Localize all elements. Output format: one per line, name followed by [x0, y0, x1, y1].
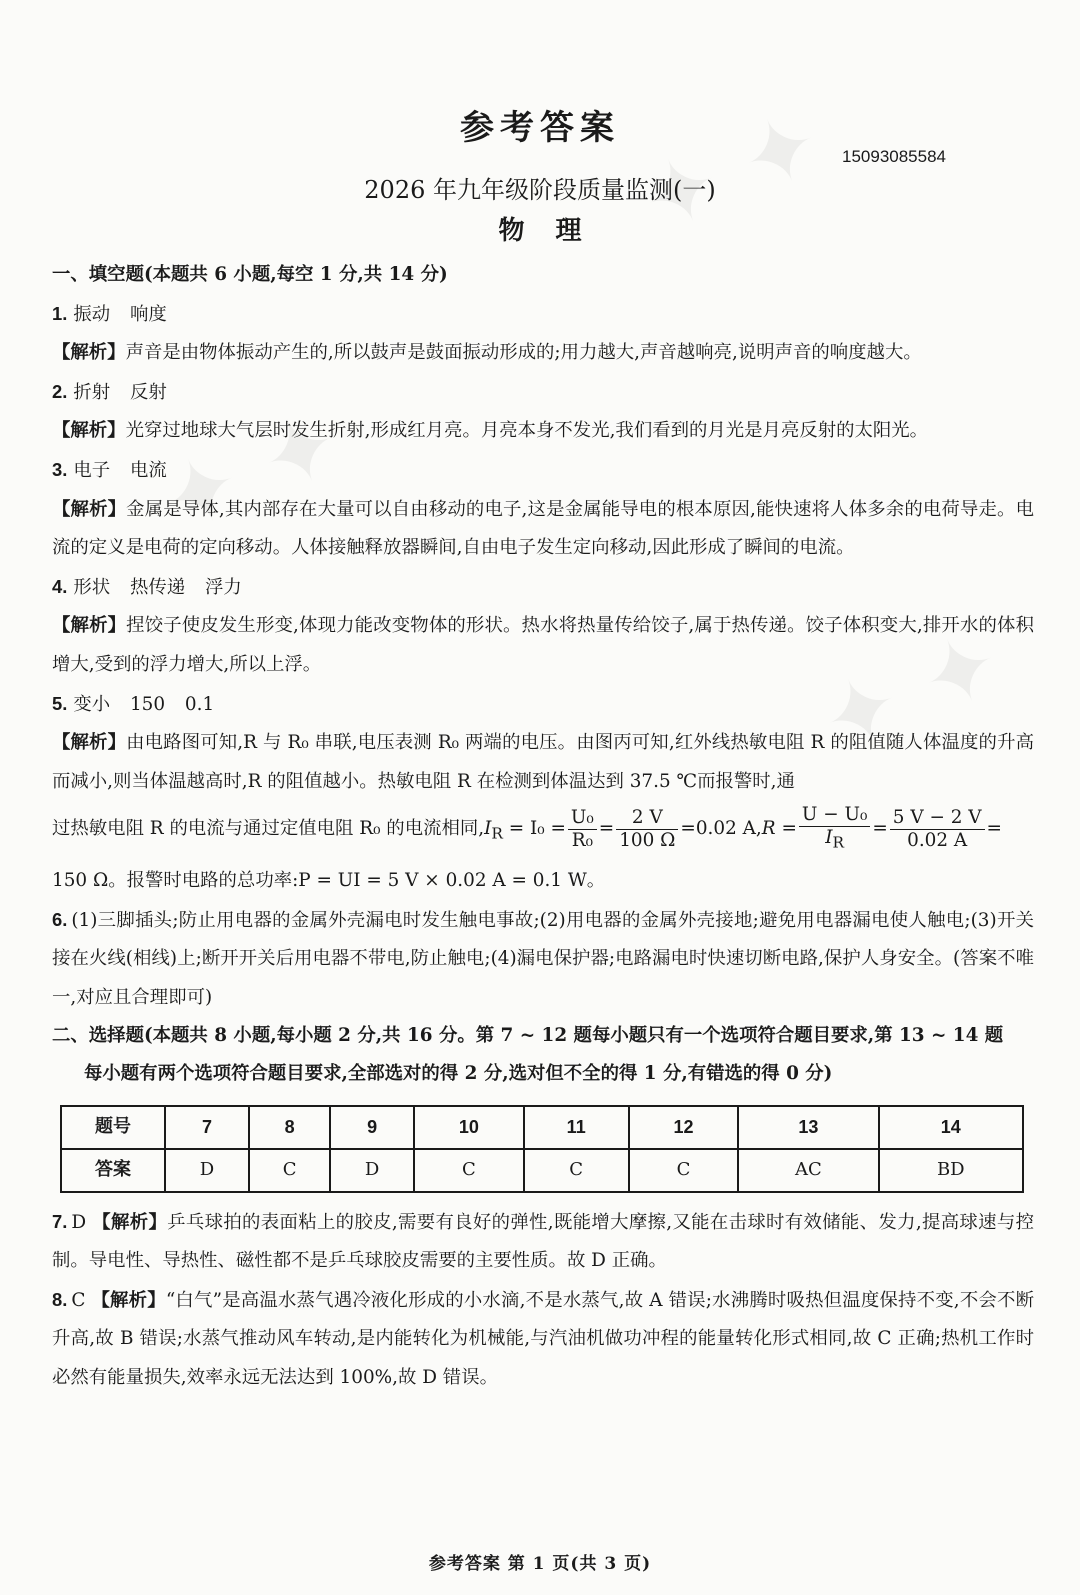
q7-number: 7. [52, 1210, 68, 1232]
analysis-tag: 【解析】 [92, 1211, 168, 1233]
fraction-denominator-sub: R [832, 834, 845, 853]
q4-explanation-text: 捏饺子使皮发生形变,体现力能改变物体的形状。热水将热量传给饺子,属于热传递。饺子体积变大,排开水的体积增大,受到的浮力增大,所以上浮。 [52, 615, 1034, 675]
eq1-mid: = I₀ = [502, 818, 566, 840]
q1-explanation-text: 声音是由物体振动产生的,所以鼓声是鼓面振动形成的;用力越大,声音越响亮,说明声音的响度越大。 [125, 342, 922, 364]
table-cell-number: 11 [524, 1106, 629, 1149]
fraction-5v-2v [890, 807, 985, 852]
q3-answer [52, 451, 1034, 491]
analysis-tag: 【解析】 [52, 420, 126, 442]
page-footer: 参考答案 第 1 页(共 3 页) [428, 1554, 652, 1574]
table-cell-answer: C [249, 1149, 330, 1192]
table-cell-number: 13 [738, 1106, 878, 1149]
table-row [61, 1149, 1023, 1192]
analysis-tag: 【解析】 [52, 342, 126, 364]
q3-answer-text: 电子 电流 [73, 459, 167, 481]
q5-number: 5. [52, 692, 68, 714]
q8-answer [52, 1281, 1034, 1398]
page-title: 参考答案 [460, 108, 620, 148]
eq1-lhs: I [484, 818, 492, 840]
fraction-numerator: 2 V [616, 807, 678, 830]
fraction-denominator: 0.02 A [907, 829, 968, 851]
q5-explanation-text-b: 过热敏电阻 R 的电流与通过定值电阻 R₀ 的电流相同, [52, 818, 485, 840]
fraction-u0-r0 [568, 807, 597, 852]
q2-answer [52, 373, 1034, 413]
q5-explanation-end: 150 Ω。报警时电路的总功率:P = UI = 5 V × 0.02 A = 0.1 W。 [52, 869, 606, 891]
q1-answer-text: 振动 响度 [73, 303, 167, 325]
fraction-denominator: R₀ [571, 829, 593, 851]
q4-answer-text: 形状 热传递 浮力 [73, 576, 242, 598]
table-cell-number: 9 [330, 1106, 414, 1149]
analysis-tag: 【解析】 [52, 732, 127, 754]
analysis-tag: 【解析】 [91, 1289, 166, 1311]
eq1-result: =0.02 A, [680, 818, 762, 840]
fraction-denominator [799, 827, 870, 854]
q7-answer [52, 1203, 1034, 1281]
fraction-denominator-var: I [825, 827, 833, 849]
table-cell-answer: C [524, 1149, 629, 1192]
eq1-lhs-sub: R [491, 824, 503, 843]
q3-number: 3. [52, 458, 68, 480]
equals-sign: = [598, 818, 615, 840]
subject-title: 物 理 [498, 216, 582, 246]
section2-heading-line2: 每小题有两个选项符合题目要求,全部选对的得 2 分,选对但不全的得 1 分,有错选的得 0 分) [84, 1063, 833, 1085]
q8-number: 8. [52, 1288, 68, 1310]
section2-heading-line1: 二、选择题(本题共 8 小题,每小题 2 分,共 16 分。第 7 ~ 12 题每小题只有一个选项符合题目要求,第 13 ~ 14 题 [52, 1025, 1004, 1047]
answer-content [52, 256, 1034, 1398]
phone-number: 15093085584 [842, 147, 947, 166]
q4-number: 4. [52, 575, 68, 597]
watermark: ✦ ✦ [806, 609, 1016, 776]
q8-explanation-text: “白气”是高温水蒸气遇冷液化形成的小水滴,不是水蒸气,故 A 错误;水沸腾时吸热但温度保持不变,不会不断升高,故 B 错误;水蒸气推动风车转动,是内能转化为机械能,与汽油机做功冲程的能量转化形式相同,故 C 正确;热机工作时必然有能量损失,效率永远无法达到 100%,故 D 错误。 [52, 1289, 1034, 1388]
q1-number: 1. [52, 302, 68, 324]
table-cell-answer: AC [738, 1149, 878, 1192]
q2-answer-text: 折射 反射 [73, 381, 167, 403]
fraction-numerator: U₀ [568, 807, 597, 830]
table-cell-answer: BD [879, 1149, 1023, 1192]
q5-answer [52, 685, 1034, 725]
fraction-u-u0-ir [799, 804, 870, 854]
q5-answer-text: 变小 150 0.1 [73, 693, 215, 715]
q6-answer [52, 901, 1034, 1018]
table-cell-answer: D [330, 1149, 414, 1192]
watermark: ✦ ✦ [626, 89, 836, 256]
watermark: ✦ ✦ [146, 389, 356, 556]
fraction-denominator: 100 Ω [619, 829, 676, 851]
table-cell-number: 8 [249, 1106, 330, 1149]
q1-answer [52, 295, 1034, 335]
table-cell-answer: C [414, 1149, 524, 1192]
q1-explanation [52, 334, 1034, 373]
q5-equation-line [52, 801, 1034, 862]
exam-subtitle: 2026 年九年级阶段质量监测(一) [364, 176, 716, 204]
table-cell-answer: D [165, 1149, 249, 1192]
analysis-tag: 【解析】 [52, 498, 127, 520]
table-row [61, 1106, 1023, 1149]
eq2-lhs: R = [761, 818, 797, 840]
equals-sign: = [986, 818, 1002, 840]
q3-explanation [52, 491, 1034, 568]
q2-explanation-text: 光穿过地球大气层时发生折射,形成红月亮。月亮本身不发光,我们看到的月光是月亮反射的太阳光。 [125, 420, 929, 442]
q2-number: 2. [52, 380, 68, 402]
q7-explanation-text: 乒乓球拍的表面粘上的胶皮,需要有良好的弹性,既能增大摩擦,又能在击球时有效储能、发力,提高球速与控制。导电性、导热性、磁性都不是乒乓球胶皮需要的主要性质。故 D 正确。 [52, 1211, 1034, 1272]
q8-answer-letter: C [71, 1289, 86, 1311]
fraction-numerator: U − U₀ [799, 804, 870, 827]
table-cell-number: 10 [414, 1106, 524, 1149]
table-cell-number: 7 [165, 1106, 249, 1149]
fraction-2v-100ohm [616, 807, 678, 852]
section2-heading [52, 1017, 1034, 1093]
q5-explanation-text-a: 由电路图可知,R 与 R₀ 串联,电压表测 R₀ 两端的电压。由图丙可知,红外线热敏电阻 R 的阻值随人体温度的升高而减小,则当体温越高时,R 的阻值越小。热敏电阻 R 在检测到体温达到 37.5 ℃而报警时,通 [52, 732, 1034, 792]
table-row-label: 答案 [61, 1149, 165, 1192]
q2-explanation [52, 412, 1034, 451]
q4-answer [52, 568, 1034, 608]
analysis-tag: 【解析】 [52, 615, 127, 637]
table-cell-answer: C [629, 1149, 739, 1192]
answer-table [60, 1105, 1024, 1192]
table-cell-number: 14 [879, 1106, 1023, 1149]
q4-explanation [52, 607, 1034, 684]
q3-explanation-text: 金属是导体,其内部存在大量可以自由移动的电子,这是金属能导电的根本原因,能快速将人体多余的电荷导走。电流的定义是电荷的定向移动。人体接触释放器瞬间,自由电子发生定向移动,因此形成了瞬间的电流。 [52, 498, 1034, 559]
q6-answer-text: (1)三脚插头;防止用电器的金属外壳漏电时发生触电事故;(2)用电器的金属外壳接地;避免用电器漏电使人触电;(3)开关接在火线(相线)上;断开开关后用电器不带电,防止触电;(4)漏电保护器;电路漏电时快速切断电路,保护人身安全。(答案不唯一,对应且合理即可) [52, 909, 1034, 1008]
fraction-numerator: 5 V − 2 V [890, 807, 985, 830]
equals-sign: = [872, 818, 888, 840]
table-row-label: 题号 [61, 1106, 165, 1149]
q7-answer-letter: D [71, 1211, 87, 1233]
q6-number: 6. [52, 908, 68, 930]
q5-explanation [52, 724, 1034, 801]
table-cell-number: 12 [629, 1106, 739, 1149]
section1-heading: 一、填空题(本题共 6 小题,每空 1 分,共 14 分) [52, 264, 448, 285]
